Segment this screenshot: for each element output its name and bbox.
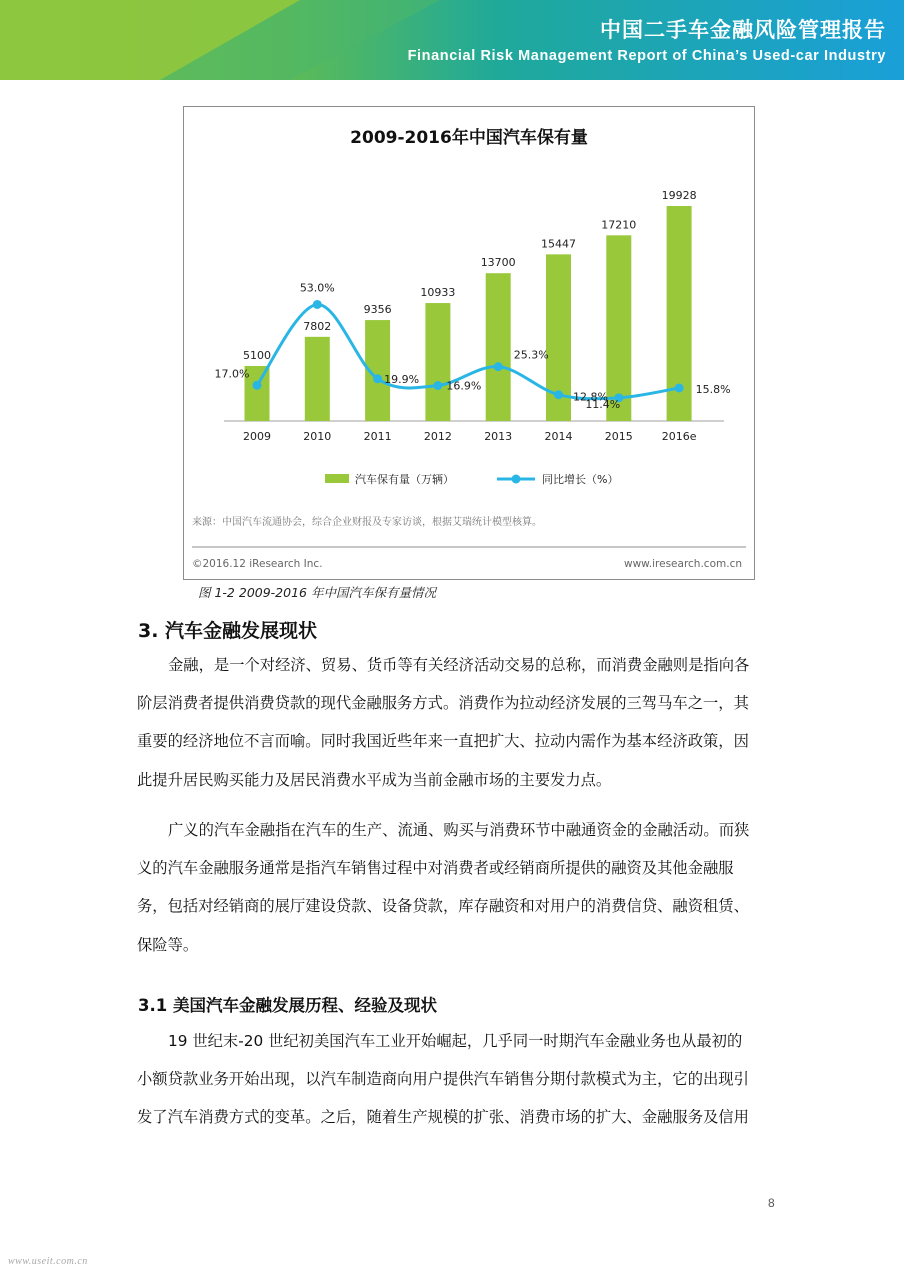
bar	[486, 273, 511, 421]
x-tick-label: 2009	[243, 430, 271, 443]
legend-swatch-point	[512, 475, 521, 484]
growth-value-label: 15.8%	[695, 382, 731, 396]
bar-value-label: 7802	[303, 319, 332, 333]
bar	[606, 235, 631, 421]
x-tick-label: 2015	[604, 430, 633, 443]
paragraph-line: 重要的经济地位不言而喻。同时我国近些年来一直把扩大、拉动内需作为基本经济政策，因	[137, 732, 749, 751]
bar-value-label: 13700	[480, 256, 516, 270]
chart-copyright: ©2016.12 iResearch Inc.	[192, 558, 323, 570]
paragraph-line: 此提升居民购买能力及居民消费水平成为当前金融市场的主要发力点。	[137, 770, 612, 789]
bar	[425, 303, 450, 421]
paragraph	[137, 646, 771, 799]
growth-point	[373, 374, 382, 383]
growth-value-label: 53.0%	[299, 281, 335, 295]
chart-source: 来源：中国汽车流通协会，综合企业财报及专家访谈，根据艾瑞统计模型核算。	[192, 517, 542, 528]
paragraph	[137, 1022, 771, 1137]
paragraph-line: 小额贷款业务开始出现，以汽车制造商向用户提供汽车销售分期付款模式为主，它的出现引	[137, 1070, 749, 1089]
growth-value-label: 16.9%	[446, 379, 482, 393]
growth-value-label: 12.8%	[573, 390, 608, 404]
bar	[305, 337, 330, 421]
header-banner	[0, 0, 904, 80]
growth-point	[554, 390, 563, 399]
legend-label-line: 同比增长（%）	[542, 473, 619, 486]
x-tick-label: 2010	[303, 430, 332, 443]
section-heading: 3. 汽车金融发展现状	[138, 620, 318, 642]
bar-value-label: 5100	[243, 348, 271, 362]
bar-value-label: 9356	[363, 303, 392, 317]
growth-value-label: 25.3%	[513, 348, 549, 362]
report-title-cn: 中国二手车金融风险管理报告	[600, 18, 886, 42]
paragraph-line: 19 世纪末-20 世纪初美国汽车工业开始崛起，几乎同一时期汽车金融业务也从最初的	[168, 1032, 743, 1050]
page-number: 8	[768, 1196, 775, 1210]
vehicle-ownership-chart	[184, 107, 754, 579]
paragraph-line: 义的汽车金融服务通常是指汽车销售过程中对消费者或经销商所提供的融资及其他金融服	[137, 859, 734, 878]
x-tick-label: 2016e	[661, 430, 697, 443]
growth-point	[253, 381, 262, 390]
x-tick-label: 2013	[484, 430, 513, 443]
growth-value-label: 19.9%	[384, 372, 420, 386]
paragraph-line: 广义的汽车金融指在汽车的生产、流通、购买与消费环节中融通资金的金融活动。而狭	[168, 821, 750, 839]
paragraph-line: 阶层消费者提供消费贷款的现代金融服务方式。消费作为拉动经济发展的三驾马车之一，其	[137, 694, 749, 713]
x-tick-label: 2012	[423, 430, 452, 443]
paragraph-line: 务，包括对经销商的展厅建设贷款、设备贷款，库存融资和对用户的消费信贷、融资租赁、	[137, 897, 749, 916]
paragraph-line: 保险等。	[137, 935, 199, 954]
subsection-heading: 3.1 美国汽车金融发展历程、经验及现状	[138, 996, 437, 1015]
x-tick-label: 2014	[544, 430, 573, 443]
paragraph-line: 金融，是一个对经济、贸易、货币等有关经济活动交易的总称，而消费金融则是指向各	[168, 656, 750, 674]
chart-frame	[183, 106, 755, 580]
bar-value-label: 15447	[541, 237, 576, 251]
report-title-en: Financial Risk Management Report of China’s Used-car Industry	[407, 48, 886, 64]
paragraph-line: 发了汽车消费方式的变革。之后，随着生产规模的扩张、消费市场的扩大、金融服务及信用	[137, 1108, 749, 1127]
bar-value-label: 19928	[661, 189, 697, 202]
growth-point	[675, 383, 684, 392]
watermark: www.useit.com.cn	[8, 1256, 88, 1267]
x-tick-label: 2011	[363, 430, 392, 443]
growth-value-label: 17.0%	[214, 367, 250, 381]
growth-value-label: 11.4%	[585, 397, 621, 411]
chart-website: www.iresearch.com.cn	[623, 558, 742, 570]
growth-point	[313, 300, 322, 309]
growth-point	[494, 362, 503, 371]
chart-title: 2009-2016年中国汽车保有量	[350, 128, 588, 148]
bar-value-label: 10933	[420, 286, 456, 300]
paragraph	[137, 811, 771, 964]
legend-label-bar: 汽车保有量（万辆）	[355, 473, 454, 486]
bar-value-label: 17210	[601, 218, 637, 232]
legend-swatch-bar	[325, 474, 349, 483]
growth-point	[433, 381, 442, 390]
figure-caption: 图 1-2 2009-2016 年中国汽车保有量情况	[198, 585, 436, 600]
